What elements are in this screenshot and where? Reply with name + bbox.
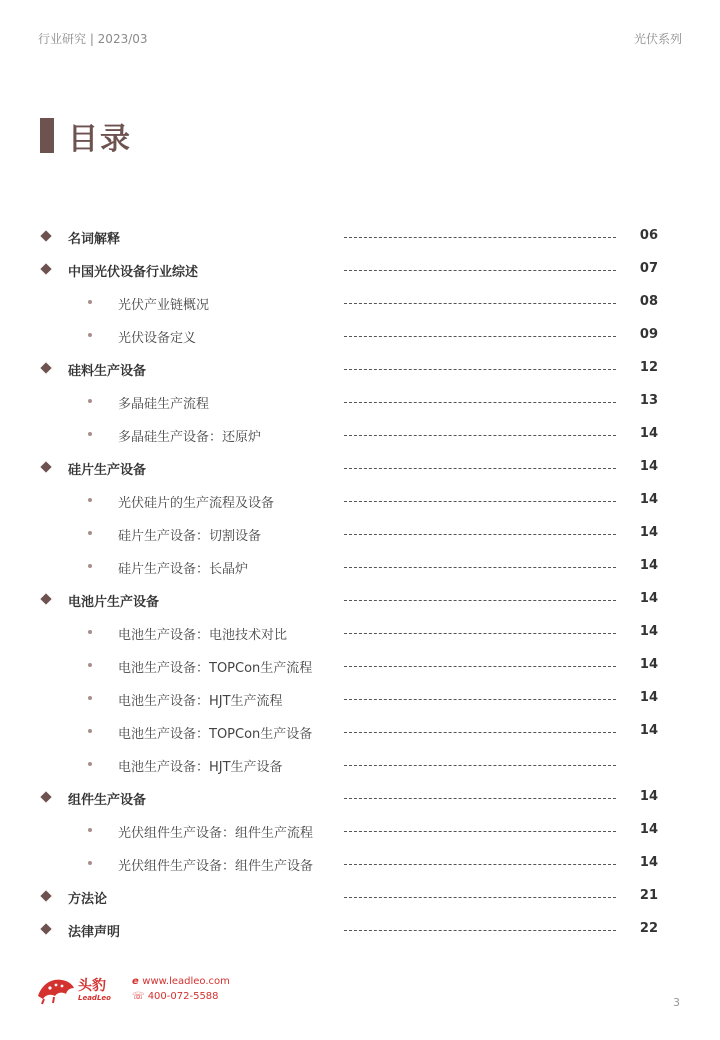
logo-chinese: 头豹 [78, 978, 106, 994]
toc-leader-dashes [344, 567, 616, 568]
dot-bullet-icon [88, 696, 92, 700]
toc-leader-dashes [344, 303, 616, 304]
logo-english: LeadLeo [78, 994, 111, 1002]
toc-page-number: 14 [639, 426, 658, 441]
toc-leader-dashes [344, 897, 616, 898]
toc-label: 硅片生产设备：长晶炉 [118, 562, 249, 577]
dot-bullet-icon [88, 663, 92, 667]
toc-page-number: 14 [639, 558, 658, 573]
toc-page-number: 12 [639, 360, 658, 375]
toc-subsection-row[interactable] [0, 814, 720, 847]
toc-label: 光伏产业链概况 [118, 298, 210, 313]
dot-bullet-icon [88, 762, 92, 766]
toc-label: 组件生产设备 [68, 793, 147, 808]
diamond-bullet-icon [40, 890, 51, 901]
toc-label: 多晶硅生产流程 [118, 397, 210, 412]
toc-section-row[interactable] [0, 880, 720, 913]
toc-subsection-row[interactable] [0, 319, 720, 352]
toc-label: 硅料生产设备 [68, 364, 147, 379]
website-link[interactable]: www.leadleo.com [142, 976, 230, 987]
toc-label: 多晶硅生产设备：还原炉 [118, 430, 262, 445]
toc-leader-dashes [344, 501, 616, 502]
toc-leader-dashes [344, 699, 616, 700]
dot-bullet-icon [88, 828, 92, 832]
diamond-bullet-icon [40, 461, 51, 472]
diamond-bullet-icon [40, 791, 51, 802]
toc-leader-dashes [344, 831, 616, 832]
phone-icon: ☏ [132, 991, 148, 1002]
toc-subsection-row[interactable] [0, 616, 720, 649]
toc-label: 光伏硅片的生产流程及设备 [118, 496, 275, 511]
toc-subsection-row[interactable] [0, 715, 720, 748]
diamond-bullet-icon [40, 593, 51, 604]
toc-leader-dashes [344, 600, 616, 601]
toc-page-number: 08 [639, 294, 658, 309]
toc-label: 硅片生产设备：切割设备 [118, 529, 262, 544]
toc-label: 电池生产设备：TOPCon生产流程 [118, 661, 313, 676]
toc-section-row[interactable] [0, 220, 720, 253]
dot-bullet-icon [88, 729, 92, 733]
toc-page-number: 14 [639, 789, 658, 804]
toc-label: 硅片生产设备 [68, 463, 147, 478]
page-number: 3 [673, 996, 680, 1009]
toc-subsection-row[interactable] [0, 286, 720, 319]
toc-page-number: 21 [639, 888, 658, 903]
leopard-logo-icon [36, 972, 76, 1006]
toc-leader-dashes [344, 237, 616, 238]
toc-page-number: 06 [639, 228, 658, 243]
dot-bullet-icon [88, 531, 92, 535]
toc-section-row[interactable] [0, 352, 720, 385]
toc-page-number: 13 [639, 393, 658, 408]
toc-label: 电池生产设备：HJT生产设备 [118, 760, 283, 775]
toc-page-number: 14 [639, 723, 658, 738]
diamond-bullet-icon [40, 923, 51, 934]
toc-page-number: 07 [639, 261, 658, 276]
toc-section-row[interactable] [0, 451, 720, 484]
dot-bullet-icon [88, 861, 92, 865]
toc-section-row[interactable] [0, 253, 720, 286]
toc-label: 光伏设备定义 [118, 331, 197, 346]
toc-label: 法律声明 [68, 925, 121, 940]
toc-leader-dashes [344, 732, 616, 733]
toc-page-number: 14 [639, 657, 658, 672]
toc-label: 电池生产设备：HJT生产流程 [118, 694, 283, 709]
toc-page-number: 22 [639, 921, 658, 936]
toc-subsection-row[interactable] [0, 847, 720, 880]
toc-leader-dashes [344, 336, 616, 337]
toc-subsection-row[interactable] [0, 748, 720, 781]
diamond-bullet-icon [40, 362, 51, 373]
toc-subsection-row[interactable] [0, 517, 720, 550]
toc-page-number: 14 [639, 624, 658, 639]
toc-leader-dashes [344, 798, 616, 799]
toc-leader-dashes [344, 270, 616, 271]
toc-label: 电池生产设备：电池技术对比 [118, 628, 288, 643]
dot-bullet-icon [88, 399, 92, 403]
toc-leader-dashes [344, 765, 616, 766]
toc-section-row[interactable] [0, 781, 720, 814]
dot-bullet-icon [88, 432, 92, 436]
diamond-bullet-icon [40, 230, 51, 241]
toc-subsection-row[interactable] [0, 550, 720, 583]
toc-leader-dashes [344, 930, 616, 931]
toc-label: 光伏组件生产设备：组件生产流程 [118, 826, 314, 841]
phone-number: 400-072-5588 [147, 991, 219, 1002]
toc-page-number: 14 [639, 690, 658, 705]
toc-leader-dashes [344, 864, 616, 865]
toc-section-row[interactable] [0, 913, 720, 946]
toc-label: 方法论 [68, 892, 108, 907]
toc-subsection-row[interactable] [0, 682, 720, 715]
toc-label: 电池片生产设备 [68, 595, 160, 610]
contact-info [132, 974, 230, 1004]
page-title: 目录 [68, 122, 132, 157]
toc-leader-dashes [344, 666, 616, 667]
toc-leader-dashes [344, 435, 616, 436]
toc-label: 光伏组件生产设备：组件生产设备 [118, 859, 314, 874]
toc-page-number: 14 [639, 591, 658, 606]
toc-page-number: 09 [639, 327, 658, 342]
toc-page-number: 14 [639, 822, 658, 837]
toc-page-number: 14 [639, 459, 658, 474]
toc-subsection-row[interactable] [0, 649, 720, 682]
toc-subsection-row[interactable] [0, 385, 720, 418]
header-right: 光伏系列 [633, 32, 682, 46]
toc-subsection-row[interactable] [0, 418, 720, 451]
toc-leader-dashes [344, 369, 616, 370]
footer-logo [36, 972, 236, 1008]
diamond-bullet-icon [40, 263, 51, 274]
dot-bullet-icon [88, 564, 92, 568]
toc-label: 名词解释 [68, 232, 121, 247]
toc-label: 中国光伏设备行业综述 [68, 265, 199, 280]
toc-label: 电池生产设备：TOPCon生产设备 [118, 727, 313, 742]
web-icon: e [132, 976, 143, 987]
dot-bullet-icon [88, 333, 92, 337]
toc-leader-dashes [344, 534, 616, 535]
dot-bullet-icon [88, 300, 92, 304]
toc-section-row[interactable] [0, 583, 720, 616]
title-accent-bar [40, 118, 54, 153]
toc-page-number: 14 [639, 492, 658, 507]
dot-bullet-icon [88, 630, 92, 634]
toc-subsection-row[interactable] [0, 484, 720, 517]
toc-page-number: 14 [639, 525, 658, 540]
dot-bullet-icon [88, 498, 92, 502]
toc-leader-dashes [344, 633, 616, 634]
toc-page-number: 14 [639, 855, 658, 870]
toc-leader-dashes [344, 468, 616, 469]
header-left: 行业研究 | 2023/03 [38, 32, 148, 46]
toc-leader-dashes [344, 402, 616, 403]
